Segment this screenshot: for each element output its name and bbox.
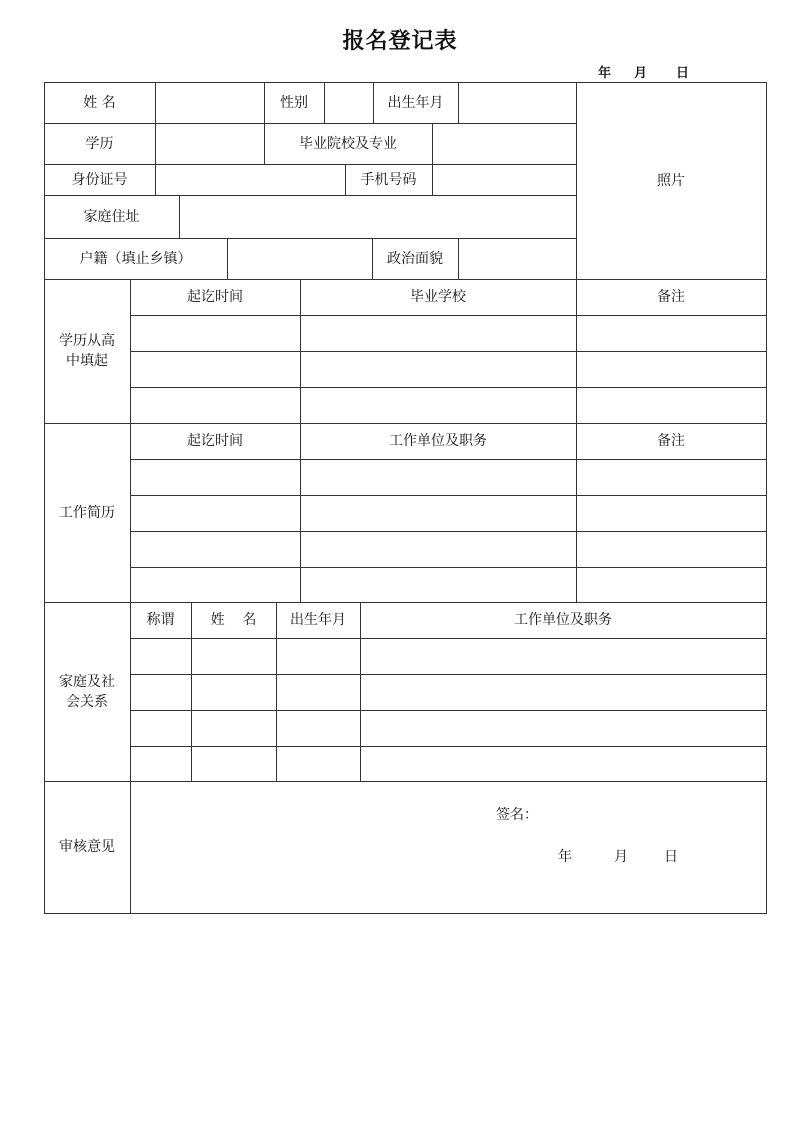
review-year: 年 bbox=[558, 849, 572, 865]
gender-field[interactable] bbox=[324, 82, 373, 123]
header-day: 日 bbox=[676, 66, 690, 81]
hukou-label: 户籍（填止乡镇） bbox=[79, 250, 192, 267]
grid-line bbox=[130, 710, 767, 711]
address-field[interactable] bbox=[179, 195, 576, 238]
edu-header-period: 起讫时间 bbox=[187, 289, 243, 305]
work-header-remarks: 备注 bbox=[657, 433, 685, 449]
work-header-period: 起讫时间 bbox=[187, 433, 243, 449]
registration-table bbox=[44, 82, 767, 914]
gender-label: 性别 bbox=[280, 94, 308, 111]
grid-line bbox=[130, 387, 767, 388]
grid-line bbox=[130, 638, 767, 639]
school-major-field[interactable] bbox=[432, 123, 576, 164]
political-label: 政治面貌 bbox=[387, 250, 443, 267]
education-field[interactable] bbox=[155, 123, 264, 164]
education-section-label: 学历从高中填起 bbox=[59, 333, 115, 369]
id-number-label: 身份证号 bbox=[71, 171, 128, 188]
review-month: 月 bbox=[614, 849, 628, 865]
grid-line bbox=[130, 495, 767, 496]
edu-header-school: 毕业学校 bbox=[410, 289, 466, 305]
address-label: 家庭住址 bbox=[83, 208, 140, 225]
photo-box[interactable]: 照片 bbox=[657, 172, 685, 189]
border-bottom bbox=[44, 913, 767, 914]
work-section-label: 工作简历 bbox=[59, 504, 115, 521]
grid-line bbox=[130, 459, 767, 460]
family-header-birth: 出生年月 bbox=[290, 612, 346, 628]
hukou-field[interactable] bbox=[227, 238, 372, 279]
family-section-label: 家庭及社会关系 bbox=[59, 673, 115, 710]
id-number-field[interactable] bbox=[155, 164, 345, 195]
grid-line bbox=[130, 674, 767, 675]
signature-label: 签名： bbox=[496, 807, 538, 823]
border-right bbox=[766, 82, 767, 914]
edu-header-remarks: 备注 bbox=[657, 289, 685, 305]
header-month: 月 bbox=[634, 66, 648, 81]
political-field[interactable] bbox=[458, 238, 576, 279]
review-day: 日 bbox=[664, 849, 678, 865]
family-header-employer: 工作单位及职务 bbox=[514, 612, 612, 628]
name-field[interactable] bbox=[155, 82, 264, 123]
form-title: 报名登记表 bbox=[342, 29, 458, 54]
family-header-name: 姓 名 bbox=[210, 612, 257, 628]
grid-line bbox=[130, 567, 767, 568]
grid-line bbox=[130, 315, 767, 316]
birth-label: 出生年月 bbox=[387, 94, 444, 111]
header-year: 年 bbox=[598, 66, 612, 81]
family-header-relation: 称谓 bbox=[146, 612, 175, 628]
phone-label: 手机号码 bbox=[360, 171, 417, 188]
review-section-label: 审核意见 bbox=[59, 839, 115, 855]
work-header-employer: 工作单位及职务 bbox=[389, 433, 487, 449]
grid-line bbox=[130, 531, 767, 532]
phone-field[interactable] bbox=[432, 164, 576, 195]
name-label: 姓 名 bbox=[83, 94, 116, 111]
school-major-label: 毕业院校及专业 bbox=[299, 135, 397, 152]
education-label: 学历 bbox=[85, 135, 114, 152]
grid-line bbox=[130, 746, 767, 747]
birth-field[interactable] bbox=[458, 82, 576, 123]
grid-line bbox=[130, 351, 767, 352]
